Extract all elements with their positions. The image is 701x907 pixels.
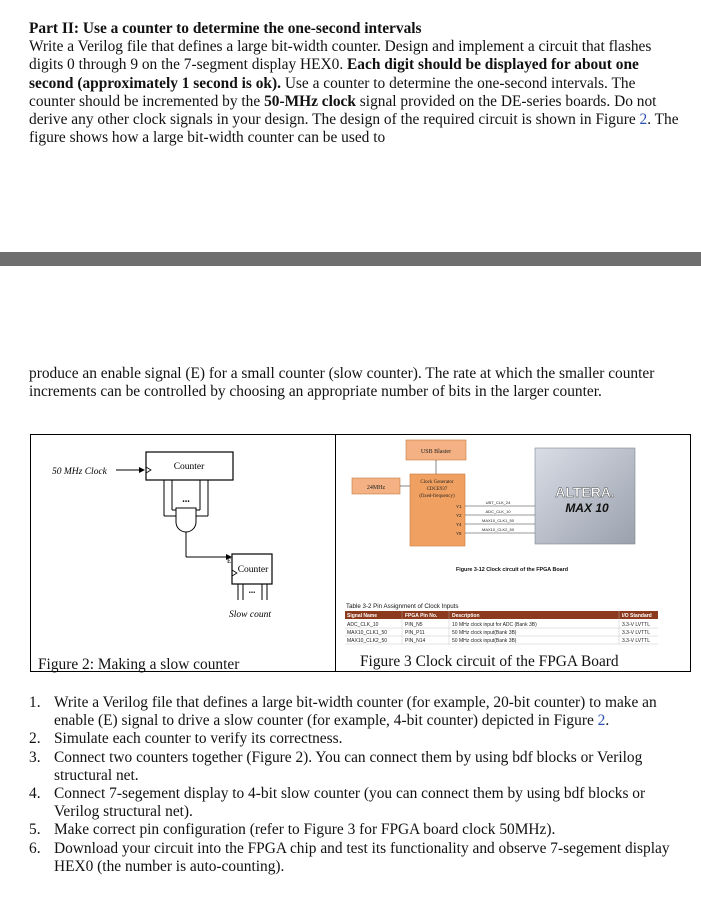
- figure2-caption: Figure 2: Making a slow counter: [38, 656, 240, 673]
- td-r2-io: 3.3-V LVTTL: [622, 630, 650, 636]
- net-ubt-clk: UBT_CLK_24: [485, 500, 511, 505]
- td-r3-io: 3.3-V LVTTL: [622, 638, 650, 644]
- section-heading: Part II: Use a counter to determine the one-second intervals: [29, 20, 422, 37]
- table-title: Table 3-2 Pin Assignment of Clock Inputs: [346, 603, 459, 610]
- continuation-paragraph: produce an enable signal (E) for a small counter (slow counter). The rate at which the smaller counter increments can be controlled by choosing an appropriate number of bits in the larger counter.: [29, 365, 655, 401]
- td-r2-signal: MAX10_CLK1_50: [347, 630, 388, 636]
- td-r2-pin: PIN_P11: [405, 630, 425, 636]
- td-r1-io: 3.3-V LVTTL: [622, 622, 650, 628]
- list-item: 3. Connect two counters together (Figure 2). You can connect them by using bdf blocks or Verilog structural net.: [29, 748, 643, 784]
- usb-blaster-label: USB Blaster: [420, 449, 452, 455]
- clock-label: 50 MHz Clock: [52, 467, 107, 477]
- td-r3-signal: MAX10_CLK2_50: [347, 638, 388, 644]
- clkgen-out-y2: Y2: [456, 513, 462, 518]
- net-adc-clk: ADC_CLK_10: [485, 509, 511, 514]
- figure-link[interactable]: 2: [639, 111, 648, 129]
- td-r2-desc: 50 MHz clock input(Bank 3B): [452, 630, 517, 636]
- counter-bits-ellipsis: ...: [182, 494, 190, 505]
- slow-counter-label: Counter: [237, 565, 269, 575]
- list-item: 1. Write a Verilog file that defines a large bit-width counter (for example, 20-bit counter) to make an enable (E) signal to drive a slow counter (for example, 4-bit counter) depicted in Figure 2.: [29, 694, 657, 730]
- clkgen-out-y5: Y5: [456, 531, 462, 536]
- bold-clock: 50-MHz clock: [264, 92, 356, 110]
- oscillator-label: 24MHz: [366, 485, 386, 491]
- clkgen-out-y4: Y4: [456, 522, 462, 527]
- slow-count-ellipsis: ...: [248, 585, 256, 595]
- table-header-row: [345, 611, 658, 619]
- figure3-caption: Figure 3 Clock circuit of the FPGA Board: [360, 653, 619, 670]
- task-list: [29, 694, 679, 876]
- altera-logo: ALTERA.: [555, 484, 615, 500]
- td-r1-pin: PIN_N5: [405, 622, 423, 628]
- td-r1-signal: ADC_CLK_10: [347, 622, 379, 628]
- net-max10-clk1: MAX10_CLK1_50: [481, 518, 515, 523]
- th-io: I/O Standard: [622, 613, 652, 619]
- list-item: 6. Download your circuit into the FPGA chip and test its functionality and observe 7-segement display HEX0 (the number is auto-counting).: [29, 839, 670, 875]
- th-desc: Description: [452, 613, 480, 619]
- clkgen-line3: (fixed-frequency): [419, 494, 455, 499]
- list-item: 2. Simulate each counter to verify its correctness.: [29, 730, 343, 748]
- max10-label: MAX 10: [565, 501, 609, 515]
- net-max10-clk2: MAX10_CLK2_50: [481, 527, 515, 532]
- intro-paragraph: Write a Verilog file that defines a large bit-width counter. Design and implement a circuit that flashes digits 0 through 9 on the 7-segment display HEX0. Each digit should be displayed for about one second (approximately 1 second is ok). Use a counter to determine the one-second intervals. The counter should be incremented by the 50-MHz clock signal provided on the DE-series boards. Do not derive any other clock signals in your design. The design of the required circuit is shown in Figure 2. The figure shows how a large bit-width counter can be used to: [29, 38, 679, 147]
- clkgen-line1: Clock Generator: [420, 480, 454, 485]
- clkgen-line2: CDCE937: [426, 487, 448, 492]
- th-signal: Signal Name: [347, 613, 378, 619]
- slow-count-label: Slow count: [229, 610, 271, 620]
- list-item: 5. Make correct pin configuration (refer to Figure 3 for FPGA board clock 50MHz).: [29, 821, 556, 839]
- th-pin: FPGA Pin No.: [405, 613, 438, 619]
- td-r3-pin: PIN_N14: [405, 638, 426, 644]
- td-r3-desc: 50 MHz clock input(Bank 3B): [452, 638, 517, 644]
- large-counter-label: Counter: [173, 462, 205, 472]
- td-r1-desc: 10 MHz clock input for ADC (Bank 3B): [452, 622, 537, 628]
- inner-figure-caption: Figure 3-12 Clock circuit of the FPGA Board: [455, 567, 569, 573]
- clkgen-out-y1: Y1: [456, 504, 462, 509]
- bold-requirement: Each digit should be displayed for about one second (approximately 1 second is ok).: [29, 56, 639, 92]
- enable-label: E: [227, 557, 232, 565]
- figure-link[interactable]: 2: [597, 712, 606, 730]
- list-item: 4. Connect 7-segement display to 4-bit slow counter (you can connect them by using bdf blocks or Verilog structural net).: [29, 785, 646, 821]
